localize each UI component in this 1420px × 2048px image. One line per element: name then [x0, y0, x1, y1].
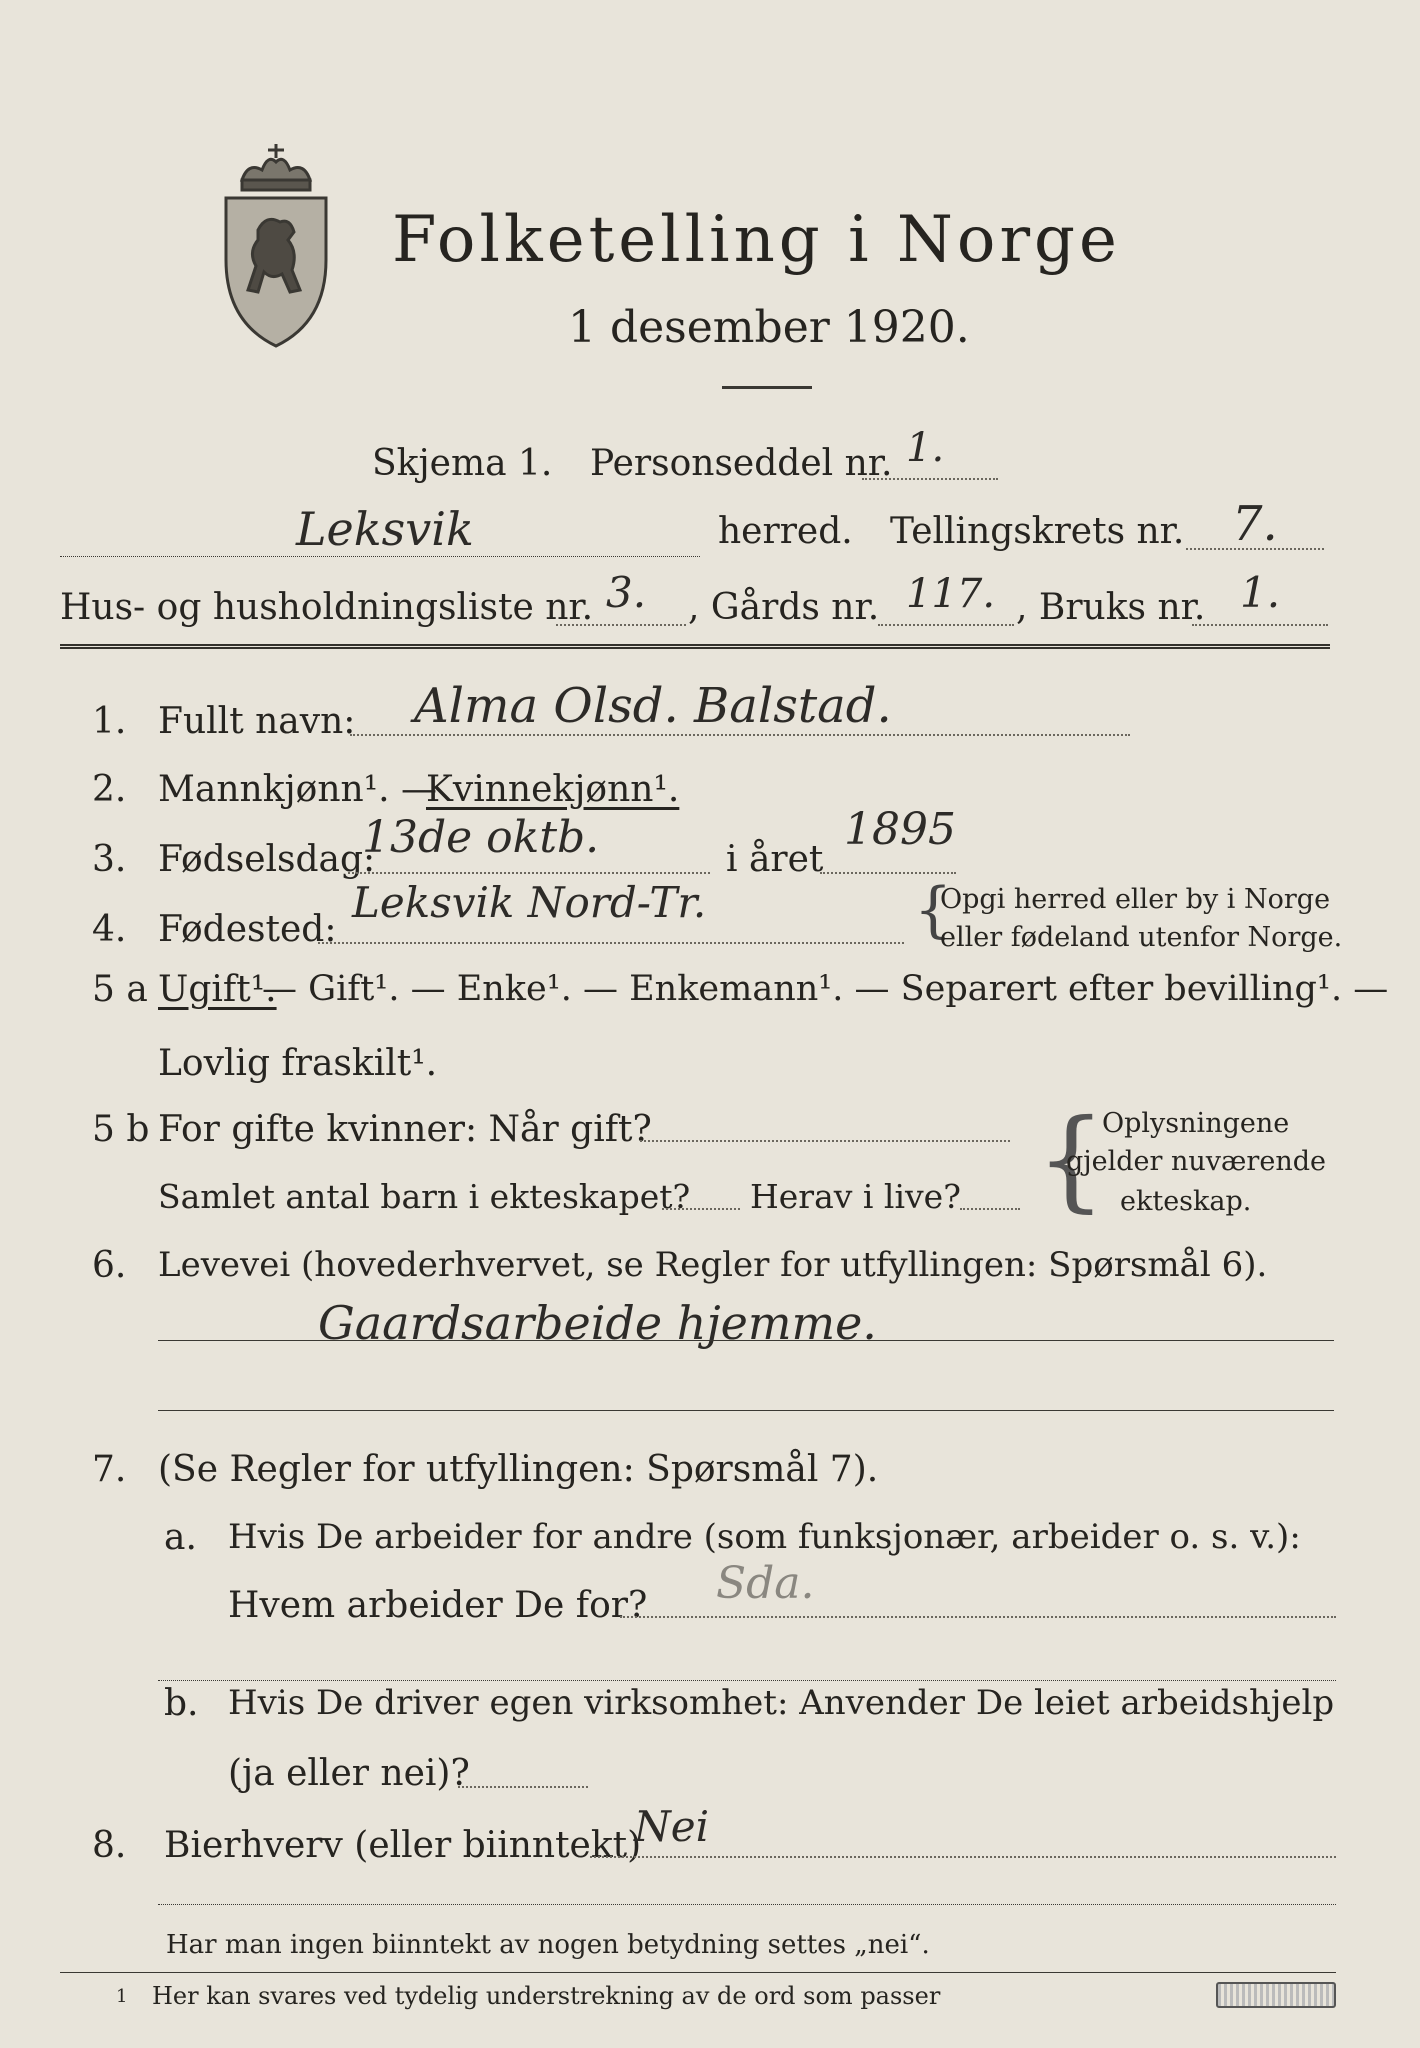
tellingskrets-value: 7.	[1232, 496, 1278, 552]
personseddel-value: 1.	[906, 425, 945, 471]
q3-birthday: 13de oktb.	[362, 812, 600, 863]
census-date: 1 desember 1920.	[568, 302, 970, 353]
q6-number: 6.	[92, 1245, 127, 1286]
q5b-married-line	[640, 1140, 1010, 1142]
q5a-other-options: — Gift¹. — Enke¹. — Enkemann¹. — Separert efter bevilling¹. —	[262, 969, 1389, 1009]
gards-line	[878, 624, 1014, 626]
q5a-ugift-option: Ugift¹.	[158, 969, 277, 1010]
q4-brace: {	[914, 875, 953, 945]
husholdningsliste-label: Hus- og husholdningsliste nr.	[60, 587, 594, 628]
husholdningsliste-line	[556, 624, 686, 626]
q5b-alive-label: Herav i live?	[750, 1177, 961, 1216]
q4-note-line1: Opgi herred eller by i Norge	[940, 884, 1331, 915]
q6-occupation: Gaardsarbeide hjemme.	[318, 1296, 877, 1350]
q8-line2	[158, 1904, 1336, 1905]
q5a-fraskilt-option: Lovlig fraskilt¹.	[158, 1043, 438, 1084]
q1-line	[350, 734, 1130, 736]
coat-of-arms-emblem	[218, 140, 334, 350]
q1-full-name: Alma Olsd. Balstad.	[414, 678, 892, 734]
bruks-line	[1192, 624, 1328, 626]
q5b-number: 5 b	[92, 1109, 150, 1150]
gards-value: 117.	[906, 571, 996, 617]
q7b-label: Hvis De driver egen virksomhet: Anvender De leiet arbeidshjelp	[228, 1683, 1335, 1723]
personseddel-line	[862, 478, 998, 480]
bruks-value: 1.	[1240, 568, 1281, 617]
q6-label: Levevei (hovederhvervet, se Regler for utfyllingen: Spørsmål 6).	[158, 1245, 1268, 1285]
q5b-note-line2: gjelder nuværende	[1066, 1146, 1326, 1177]
q3-number: 3.	[92, 839, 127, 880]
printer-stamp	[1216, 1982, 1336, 2008]
q5b-brace: {	[1036, 1095, 1106, 1223]
q5b-note-line3: ekteskap.	[1120, 1186, 1252, 1217]
q1-number: 1.	[92, 701, 127, 742]
q1-label: Fullt navn:	[158, 701, 356, 742]
q5b-married-label: For gifte kvinner: Når gift?	[158, 1109, 652, 1150]
q3-year-line	[820, 872, 956, 874]
q8-line	[590, 1856, 1336, 1858]
q7-number: 7.	[92, 1449, 127, 1490]
q4-line	[318, 942, 904, 944]
q4-number: 4.	[92, 909, 127, 950]
q5b-children-label: Samlet antal barn i ekteskapet?	[158, 1177, 691, 1216]
tellingskrets-label: Tellingskrets nr.	[890, 511, 1185, 552]
q6-line1	[158, 1340, 1334, 1341]
q3-label: Fødselsdag:	[158, 839, 376, 880]
footer-divider	[60, 1972, 1336, 1973]
q7-label: (Se Regler for utfyllingen: Spørsmål 7).	[158, 1449, 879, 1490]
q8-number: 8.	[92, 1825, 127, 1866]
q7a-line2	[158, 1680, 1336, 1681]
q7a-number: a.	[164, 1517, 197, 1558]
q7a-employer: Sda.	[716, 1558, 815, 1609]
header-divider	[60, 644, 1330, 649]
q7b-number: b.	[164, 1683, 199, 1724]
q8-value: Nei	[634, 1802, 710, 1851]
q5a-number: 5 a	[92, 969, 148, 1010]
q7b-line	[458, 1786, 588, 1788]
q7a-label: Hvis De arbeider for andre (som funksjonær, arbeider o. s. v.):	[228, 1517, 1301, 1557]
q7a-line	[620, 1616, 1336, 1618]
q7a-question: Hvem arbeider De for?	[228, 1585, 648, 1626]
q3-line	[348, 872, 710, 874]
q2-female-option: Kvinnekjønn¹.	[426, 769, 680, 810]
footer-note: Har man ingen biinntekt av nogen betydning settes „nei“.	[166, 1930, 930, 1960]
skjema-label: Skjema 1.	[372, 443, 553, 484]
gards-label: , Gårds nr.	[688, 587, 880, 628]
q2-male-option: Mannkjønn¹. —	[158, 769, 438, 810]
husholdningsliste-value: 3.	[606, 568, 647, 617]
herred-line	[60, 556, 700, 557]
q6-line2	[158, 1410, 1334, 1411]
q5b-children-line	[662, 1208, 740, 1210]
bruks-label: , Bruks nr.	[1016, 587, 1206, 628]
personseddel-label: Personseddel nr.	[590, 443, 893, 484]
q7b-question: (ja eller nei)?	[228, 1753, 470, 1794]
q8-label: Bierhverv (eller biinntekt)	[164, 1825, 642, 1866]
herred-label: herred.	[718, 511, 853, 552]
q4-note-line2: eller fødeland utenfor Norge.	[940, 922, 1343, 953]
q4-birthplace: Leksvik Nord-Tr.	[352, 878, 707, 927]
q3-year: 1895	[844, 804, 956, 855]
q4-label: Fødested:	[158, 909, 337, 950]
q5b-alive-line	[960, 1208, 1020, 1210]
form-title: Folketelling i Norge	[392, 203, 1121, 277]
q3-year-label: i året	[726, 839, 824, 880]
title-divider	[722, 386, 812, 389]
footnote-text: Her kan svares ved tydelig understrekning av de ord som passer	[152, 1982, 941, 2010]
footnote-number: 1	[116, 1986, 128, 2007]
herred-value: Leksvik	[296, 502, 474, 556]
q5b-note-line1: Oplysningene	[1102, 1108, 1290, 1139]
q2-number: 2.	[92, 769, 127, 810]
